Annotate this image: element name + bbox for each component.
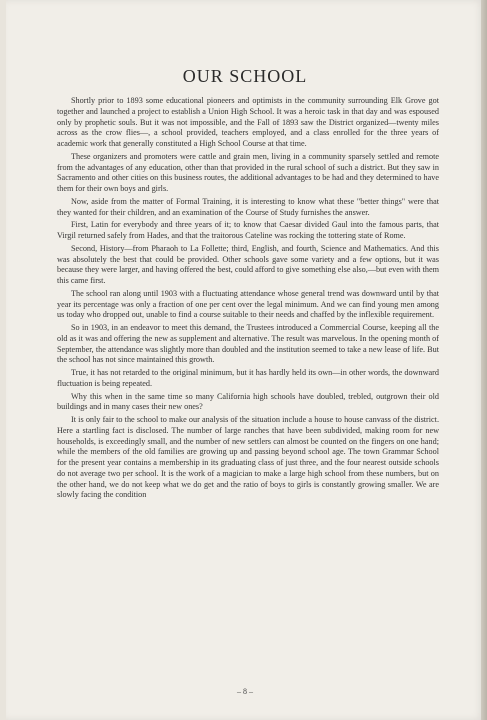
paragraph-4: First, Latin for everybody and three years of it; to know that Caesar divided Gaul into the famous parts, that Virgil returned safely from Hades, and that the traitorous Cateline was rocking the tottering state of Rome.: [57, 220, 439, 240]
paragraph-7: So in 1903, in an endeavor to meet this demand, the Trustees introduced a Commercial Course, keeping all the old as it was and offering the new as supplement and alternative. The result was marvelous. In the opening month of September, the attendance was slightly more than doubled and the institution seemed to take a new lease of life. But the school has not since maintained this growth.: [57, 323, 439, 365]
paragraph-1: Shortly prior to 1893 some educational pioneers and optimists in the community surrounding Elk Grove got together and launched a project to establish a Union High School. It was a heroic task in that day and was espoused only by prophetic souls. But it was not impossible, and the Fall of 1893 saw the District organized—twenty miles across as the crow flies—, a school provided, teachers employed, and a class enrolled for the three years of academic work that generally constituted a High School Course at that time.: [57, 96, 439, 148]
paragraph-2: These organizers and promoters were cattle and grain men, living in a community sparsely settled and remote from the advantages of any education, other than that provided in the rural school of such a district. But they saw in Sacramento and other cities on this business routes, the additional advantages to be had and they determined to have them for their own boys and girls.: [57, 151, 439, 193]
paragraph-10: It is only fair to the school to make our analysis of the situation include a house to house canvass of the district. Here a startling fact is disclosed. The number of large ranches that have been subdivided, making room for new households, is exceedingly small, and the number of new settlers can almost be counted on the fingers on one hand; while the members of the old families are growing up and passing beyond school age. The town Grammar School for the present year contains a membership in its graduating class of just three, and the four nearest outside schools do not average two per school. It is the work of a magician to make a large high school from these numbers, but on the other hand, we do not keep what we do get and the ratio of boys to girls is constantly growing smaller. We are slowly facing the condition: [57, 415, 439, 500]
paragraph-5: Second, History—from Pharaoh to La Follette; third, English, and fourth, Science and Mathematics. And this was absolutely the best that could be provided. Other schools gave some variety and a few options, but it was because they were larger, and having offered the best, could afford to give something else also,—but even with them this came first.: [57, 243, 439, 285]
page-edge-shadow: [481, 0, 487, 720]
paragraph-6: The school ran along until 1903 with a fluctuating attendance whose general trend was downward until by that year its percentage was only a fraction of one per cent over the legal minimum. And we can find young men among us today who dropped out, unable to find a course suitable to their needs and chaffed by the inflexible requirement.: [57, 288, 439, 320]
paragraph-9: Why this when in the same time so many California high schools have doubled, trebled, outgrown their old buildings and in many cases their new ones?: [57, 391, 439, 412]
paragraph-3: Now, aside from the matter of Formal Training, it is interesting to know what these "better things" were that they wanted for their children, and an examination of the Course of Study furnishes the answer.: [57, 196, 439, 217]
paragraph-8: True, it has not retarded to the original minimum, but it has hardly held its own—in other words, the downward fluctuation is being repeated.: [57, 368, 439, 388]
page-title: OUR SCHOOL: [182, 66, 308, 86]
document-page: [6, 0, 484, 720]
body-text: [57, 96, 439, 503]
page-number: – 8 –: [237, 687, 253, 696]
